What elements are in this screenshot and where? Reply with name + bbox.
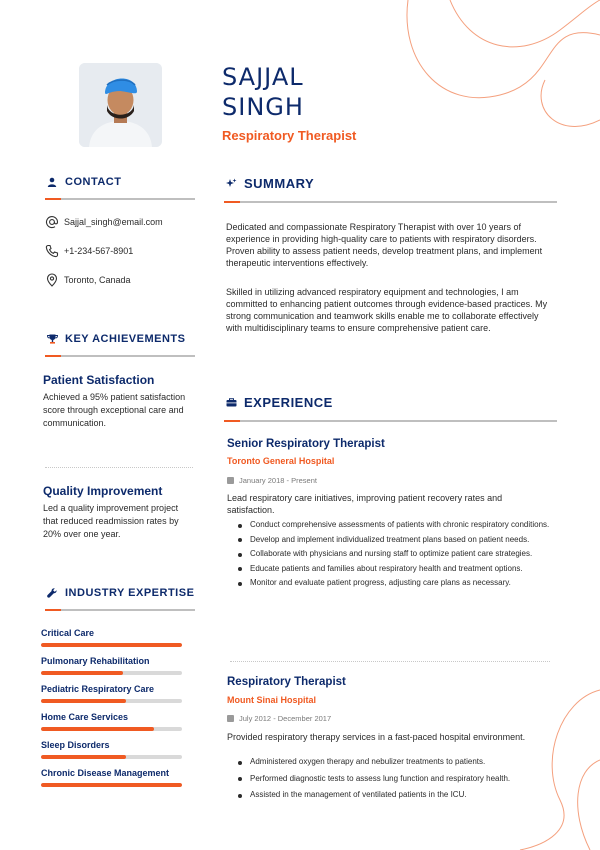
skill-item — [41, 712, 182, 731]
skill-bar-fill — [41, 783, 182, 787]
skill-bar-fill — [41, 671, 123, 675]
location-text: Toronto, Canada — [64, 275, 131, 285]
job-company: Toronto General Hospital — [227, 456, 335, 466]
skill-bar-fill — [41, 699, 126, 703]
contact-email[interactable] — [45, 215, 163, 229]
job-dates — [227, 476, 317, 485]
wrench-icon — [45, 588, 59, 598]
sparkle-icon — [224, 178, 238, 189]
email-text: Sajjal_singh@email.com — [64, 217, 163, 227]
contact-heading-label: CONTACT — [65, 176, 122, 188]
location-pin-icon — [45, 273, 59, 287]
job-bullet: Develop and implement individualized treatment plans based on patient needs. — [238, 535, 560, 546]
job-title: Respiratory Therapist — [227, 676, 346, 688]
skill-bar — [41, 699, 182, 703]
achievement-separator — [45, 467, 193, 468]
contact-heading — [45, 176, 121, 188]
profile-photo — [79, 63, 162, 147]
skill-bar-fill — [41, 643, 182, 647]
job-bullet: Administered oxygen therapy and nebulizer treatments to patients. — [238, 757, 560, 768]
skill-label: Critical Care — [41, 628, 95, 638]
skill-item — [41, 684, 182, 703]
job-bullets — [238, 757, 560, 801]
achievement-title: Patient Satisfaction — [43, 373, 155, 387]
job-bullets — [238, 520, 560, 589]
expertise-heading-label: INDUSTRY EXPERTISE — [65, 587, 195, 599]
calendar-icon — [227, 715, 234, 722]
job-bullet: Performed diagnostic tests to assess lung function and respiratory health. — [238, 774, 560, 785]
skill-label: Chronic Disease Management — [41, 768, 170, 778]
job-company: Mount Sinai Hospital — [227, 695, 316, 705]
contact-divider — [45, 198, 195, 200]
achievements-heading-label: KEY ACHIEVEMENTS — [65, 333, 186, 345]
achievement-description: Achieved a 95% patient satisfaction score through exceptional care and communication. — [43, 392, 186, 428]
job-bullet: Assisted in the management of ventilated patients in the ICU. — [238, 790, 560, 801]
achievement-description: Led a quality improvement project that reduced readmission rates by 20% over one year. — [43, 503, 179, 539]
summary-heading-label: SUMMARY — [244, 176, 315, 191]
full-name — [222, 62, 304, 122]
achievement-title: Quality Improvement — [43, 484, 163, 498]
summary-divider — [224, 201, 557, 203]
at-sign-icon — [45, 215, 59, 229]
skill-label: Pediatric Respiratory Care — [41, 684, 155, 694]
skill-bar — [41, 727, 182, 731]
skill-label: Home Care Services — [41, 712, 129, 722]
contact-phone[interactable] — [45, 244, 133, 258]
job-bullet: Educate patients and families about respiratory health and treatment options. — [238, 564, 560, 575]
trophy-icon — [45, 334, 59, 344]
skill-item — [41, 740, 182, 759]
skill-label: Pulmonary Rehabilitation — [41, 656, 150, 666]
job-title: Senior Respiratory Therapist — [227, 438, 385, 450]
skill-item — [41, 656, 182, 675]
summary-heading — [224, 176, 314, 191]
phone-icon — [45, 244, 59, 258]
job-separator — [230, 661, 550, 662]
skill-bar — [41, 643, 182, 647]
experience-heading — [224, 395, 333, 410]
skill-item — [41, 628, 182, 647]
job-summary: Lead respiratory care initiatives, improving patient recovery rates and satisfaction. — [227, 493, 503, 515]
skill-bar — [41, 755, 182, 759]
skill-bar — [41, 671, 182, 675]
achievements-divider — [45, 355, 195, 357]
job-dates — [227, 714, 331, 723]
briefcase-icon — [224, 398, 238, 407]
job-summary: Provided respiratory therapy services in a fast-paced hospital environment. — [227, 732, 526, 742]
job-dates-text: January 2018 - Present — [239, 476, 317, 485]
job-bullet: Conduct comprehensive assessments of patients with chronic respiratory conditions. — [238, 520, 560, 531]
phone-text: +1-234-567-8901 — [64, 246, 134, 256]
skill-item — [41, 768, 182, 787]
summary-paragraph: Skilled in utilizing advanced respiratory equipment and technologies, I am committed to enhancing patient outcomes through evidence-based practices. My strong communication and teamwork skills enable me to collaborate effectively with multidisciplinary teams to ensure comprehensive patient care. — [226, 287, 548, 333]
contact-location — [45, 273, 131, 287]
experience-divider — [224, 420, 557, 422]
expertise-divider — [45, 609, 195, 611]
experience-heading-label: EXPERIENCE — [244, 395, 333, 410]
job-bullet: Monitor and evaluate patient progress, adjusting care plans as necessary. — [238, 578, 560, 589]
name-line-first: SAJJAL — [222, 63, 304, 91]
skill-bar — [41, 783, 182, 787]
expertise-heading — [45, 587, 194, 599]
job-bullet: Collaborate with physicians and nursing staff to optimize patient care strategies. — [238, 549, 560, 560]
skill-bar-fill — [41, 755, 126, 759]
person-portrait-icon — [79, 63, 162, 147]
achievements-heading — [45, 333, 185, 345]
skill-bar-fill — [41, 727, 154, 731]
name-line-last: SINGH — [222, 93, 304, 121]
calendar-icon — [227, 477, 234, 484]
job-role: Respiratory Therapist — [222, 128, 357, 143]
person-icon — [45, 177, 59, 187]
job-dates-text: July 2012 - December 2017 — [239, 714, 332, 723]
skill-label: Sleep Disorders — [41, 740, 110, 750]
summary-paragraph: Dedicated and compassionate Respiratory Therapist with over 10 years of experience in providing high-quality care to patients with respiratory disorders. Proven ability to assess patient needs, develop treatment plans, and implement therapeutic interventions effectively. — [226, 222, 543, 268]
